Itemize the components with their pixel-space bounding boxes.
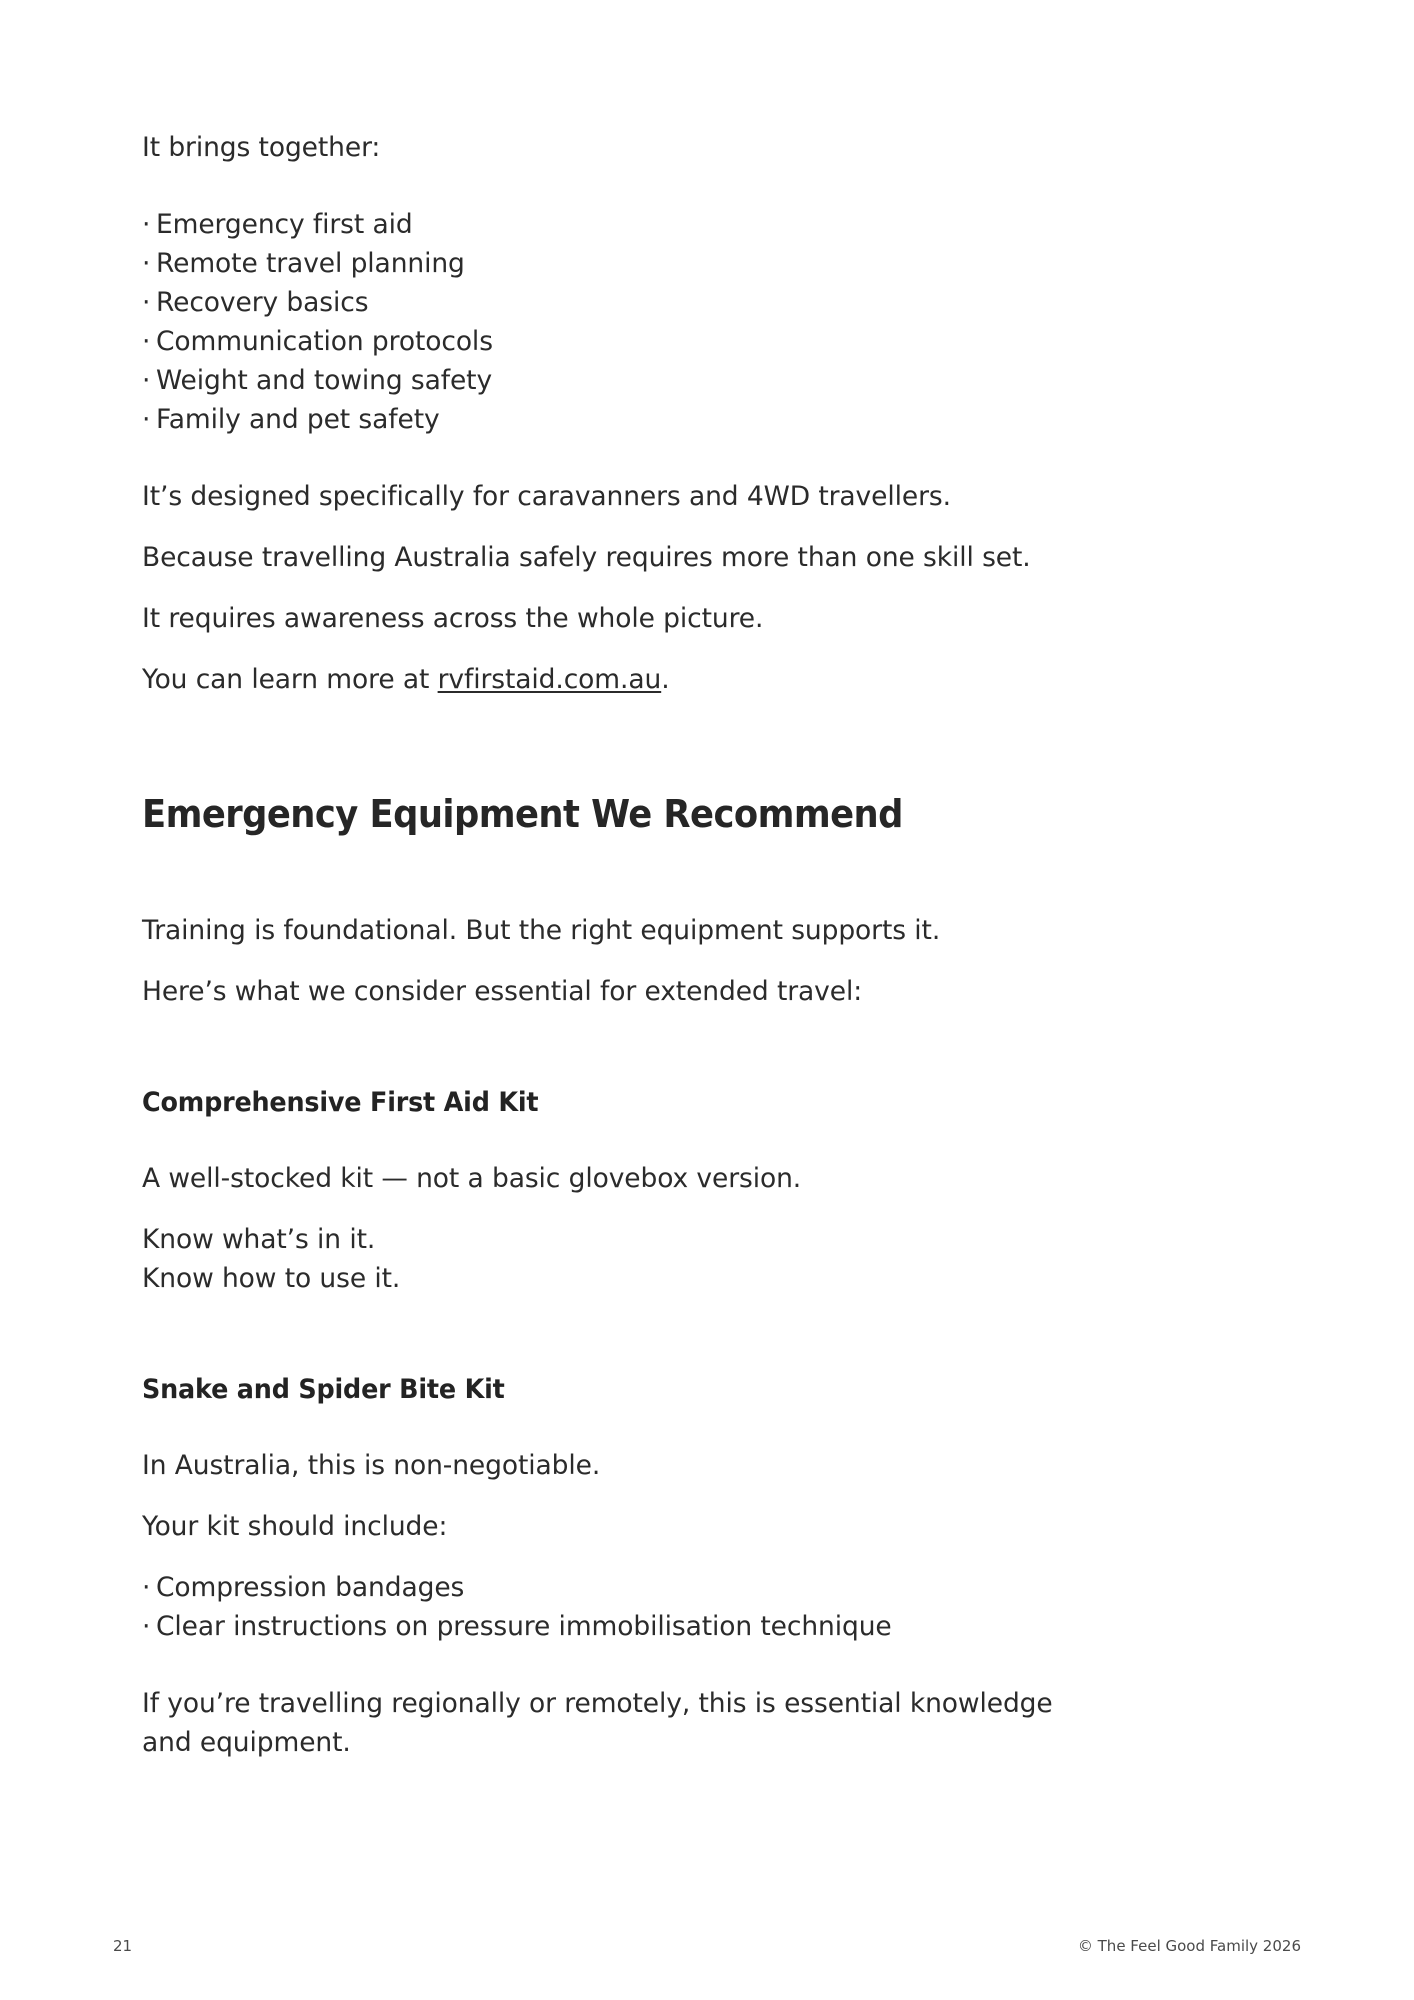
bullet-icon: · [142, 248, 151, 279]
intro-lead-paragraph: It brings together: [142, 132, 381, 163]
subheading-comprehensive-first-aid-kit: Comprehensive First Aid Kit [142, 1087, 539, 1118]
page-footer [0, 1936, 1414, 1966]
list-item-label: Recovery basics [156, 287, 369, 318]
section-heading-emergency-equipment: Emergency Equipment We Recommend [142, 792, 903, 836]
spacer [142, 837, 1262, 911]
non-negotiable-paragraph: In Australia, this is non-negotiable. [142, 1450, 601, 1481]
bullet-icon: · [142, 404, 151, 435]
bullet-icon: · [142, 287, 151, 318]
list-item [142, 1568, 1262, 1607]
bite-kit-bullet-list [142, 1568, 1262, 1646]
spacer [142, 638, 1262, 660]
bullet-icon: · [142, 1611, 151, 1642]
regional-remote-paragraph-line1: If you’re travelling regionally or remotely, this is essential knowledge [142, 1688, 1053, 1719]
copyright-notice: © The Feel Good Family 2026 [1077, 1937, 1301, 1955]
regional-remote-paragraph-line2: and equipment. [142, 1727, 351, 1758]
list-item [142, 244, 1262, 283]
spacer [142, 1485, 1262, 1507]
spacer [142, 516, 1262, 538]
list-item [142, 322, 1262, 361]
list-item-label: Weight and towing safety [156, 365, 493, 396]
list-item-label: Family and pet safety [156, 404, 440, 435]
spacer [142, 1198, 1262, 1220]
list-item [142, 400, 1262, 439]
spacer [142, 1408, 1262, 1446]
bullet-icon: · [142, 209, 151, 240]
list-item-label: Communication protocols [156, 326, 493, 357]
because-travelling-paragraph: Because travelling Australia safely requires more than one skill set. [142, 542, 1031, 573]
know-whats-in-it-line: Know what’s in it. [142, 1224, 376, 1255]
list-item [142, 283, 1262, 322]
list-item-label: Compression bandages [156, 1572, 465, 1603]
bullet-icon: · [142, 365, 151, 396]
intro-bullet-list [142, 205, 1262, 439]
list-item-label: Emergency first aid [156, 209, 413, 240]
list-item [142, 1607, 1262, 1646]
know-how-to-use-it-line: Know how to use it. [142, 1263, 401, 1294]
spacer [142, 699, 1262, 791]
list-item-label: Remote travel planning [156, 248, 465, 279]
spacer [142, 1011, 1262, 1085]
list-item-label: Clear instructions on pressure immobilisation technique [156, 1611, 892, 1642]
list-item [142, 205, 1262, 244]
bullet-icon: · [142, 326, 151, 357]
page-content [142, 128, 1262, 1762]
essential-for-extended-travel-paragraph: Here’s what we consider essential for extended travel: [142, 976, 863, 1007]
your-kit-should-include-paragraph: Your kit should include: [142, 1511, 448, 1542]
spacer [142, 1546, 1262, 1568]
subheading-snake-and-spider-bite-kit: Snake and Spider Bite Kit [142, 1374, 505, 1405]
learn-more-paragraph [142, 660, 1262, 699]
learn-more-prefix: You can learn more at [142, 664, 438, 695]
spacer [142, 1298, 1262, 1372]
spacer [142, 950, 1262, 972]
well-stocked-kit-paragraph: A well-stocked kit — not a basic glovebox version. [142, 1163, 802, 1194]
spacer [142, 1646, 1262, 1684]
page-number: 21 [113, 1937, 133, 1955]
spacer [142, 1121, 1262, 1159]
spacer [142, 167, 1262, 205]
awareness-paragraph: It requires awareness across the whole picture. [142, 603, 764, 634]
spacer [142, 439, 1262, 477]
designed-for-paragraph: It’s designed specifically for caravanners and 4WD travellers. [142, 481, 951, 512]
rvfirstaid-link[interactable]: rvfirstaid.com.au [437, 664, 662, 695]
training-foundational-paragraph: Training is foundational. But the right equipment supports it. [142, 915, 941, 946]
bullet-icon: · [142, 1572, 151, 1603]
list-item [142, 361, 1262, 400]
learn-more-suffix: . [661, 664, 670, 695]
spacer [142, 577, 1262, 599]
